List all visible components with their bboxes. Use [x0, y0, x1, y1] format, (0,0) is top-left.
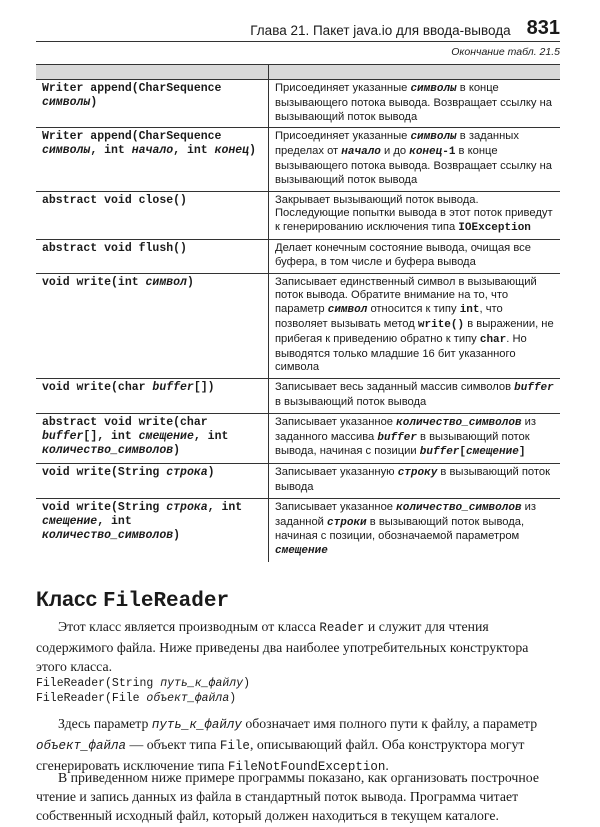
table-row [36, 464, 560, 499]
method-description: Записывает единственный символ в вызывающий поток вывода. Обратите внимание на то, что параметр символ относится к типу int, что позволяет вызывать метод write() в выражении, не прибегая к приведению обратно к типу char. Но выводятся только младшие 16 бит указанного символа [269, 273, 561, 379]
table-header-cell [36, 65, 269, 80]
parameters-paragraph: Здесь параметр путь_к_файлу обозначает имя полного пути к файлу, а параметр объект_файла — объект типа File, описывающий файл. Оба конструктора могут сгенерировать исключение типа FileNotFoundException. [36, 716, 538, 774]
method-signature: Writer append(CharSequence символы) [36, 80, 269, 128]
code-listing [36, 676, 250, 706]
table-row [36, 498, 560, 562]
method-signature: abstract void close() [36, 191, 269, 239]
table-row [36, 413, 560, 463]
method-description: Записывает весь заданный массив символов buffer в вызывающий поток вывода [269, 379, 561, 414]
method-description: Закрывает вызывающий поток вывода. Последующие попытки вывода в этот поток приведут к генерированию исключения типа IOException [269, 191, 561, 239]
code-line: FileReader(File объект_файла) [36, 692, 237, 705]
method-signature: abstract void write(char buffer[], int смещение, int количество_символов) [36, 413, 269, 463]
method-signature: abstract void flush() [36, 239, 269, 273]
method-description: Записывает указанную строку в вызывающий поток вывода [269, 464, 561, 499]
method-description: Записывает указанное количество_символов из заданного массива buffer в вызывающий поток вывода, начиная с позиции buffer[смещение] [269, 413, 561, 463]
method-description: Присоединяет указанные символы в конце вызывающего потока вывода. Возвращает ссылку на вызывающий поток вывода [269, 80, 561, 128]
running-head [36, 12, 560, 40]
method-signature: void write(String строка, int смещение, int количество_символов) [42, 500, 250, 542]
table-row [36, 239, 560, 273]
table-caption: Окончание табл. 21.5 [451, 46, 560, 58]
header-rule [36, 41, 560, 42]
table-row [36, 80, 560, 128]
method-signature: void write(char buffer[]) [36, 379, 269, 414]
method-description: Присоединяет указанные символы в заданных пределах от начало и до конец-1 в конце вызывающего потока вывода. Возвращает ссылку на вызывающий поток вывода [269, 128, 561, 191]
method-signature: Writer append(CharSequence символы, int начало, int конец) [36, 128, 269, 191]
code-line: FileReader(String путь_к_файлу) [36, 677, 250, 690]
example-paragraph: В приведенном ниже примере программы показано, как организовать построчное чтение и запись данных из файла в стандартный поток вывода. Программа читает собственный исходный файл, который должен находиться в текущем каталоге. [36, 770, 539, 823]
table-row [36, 191, 560, 239]
table-row [36, 273, 560, 379]
section-heading: Класс FileReader [36, 588, 230, 613]
intro-paragraph: Этот класс является производным от класса Reader и служит для чтения содержимого файла. Ниже приведены два наиболее употребительных конструктора этого класса. [36, 619, 529, 674]
method-description: Записывает указанное количество_символов из заданной строки в вызывающий поток вывода, начиная с позиции, обозначаемой параметром смещение [269, 498, 561, 562]
table-header-bar [36, 65, 560, 80]
page-number: 831 [526, 17, 560, 39]
method-description: Делает конечным состояние вывода, очищая все буфера, в том числе и буфера вывода [269, 239, 561, 273]
method-signature: void write(String строка) [36, 464, 269, 499]
table-row [36, 379, 560, 414]
table-header-cell [269, 65, 561, 80]
method-signature: void write(int символ) [36, 273, 269, 379]
methods-table [36, 64, 560, 562]
chapter-title: Глава 21. Пакет java.io для ввода-вывода [250, 23, 511, 38]
table-row [36, 128, 560, 191]
